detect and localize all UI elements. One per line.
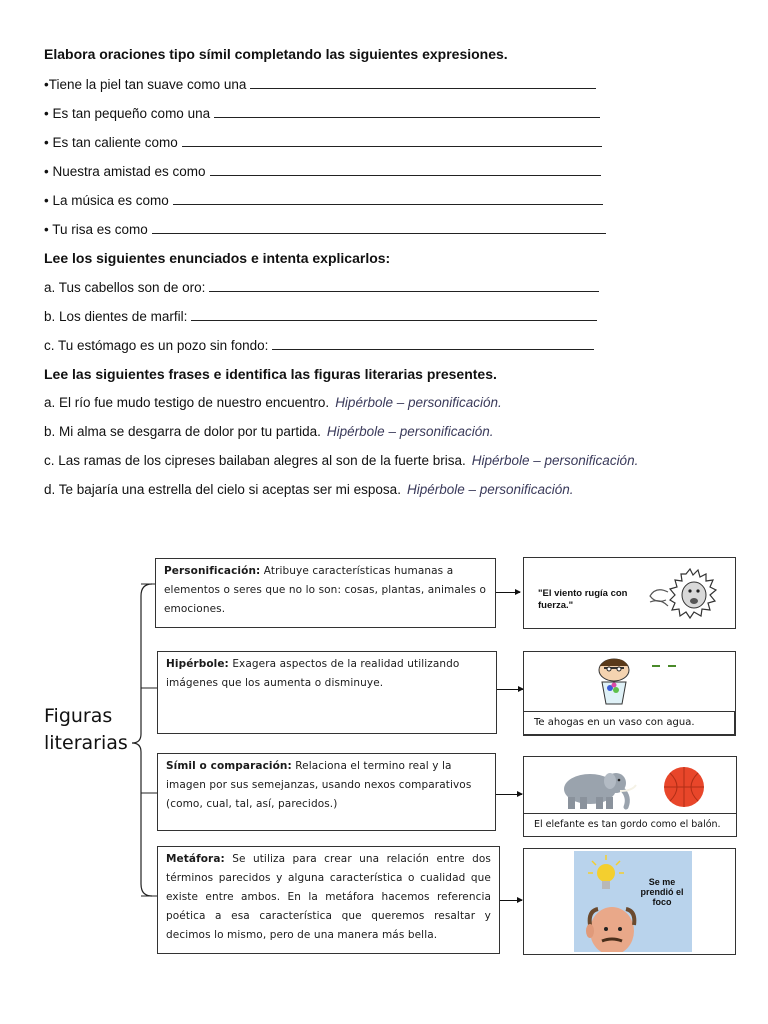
answer-text: Hipérbole – personificación. — [471, 453, 639, 468]
example-personificacion — [523, 557, 736, 629]
drowning-glass-icon — [584, 656, 684, 708]
example-caption: El elefante es tan gordo como el balón. — [534, 819, 721, 830]
lion-wind-icon — [646, 568, 726, 620]
section3-heading: Lee las siguientes frases e identifica las figuras literarias presentes. — [44, 366, 497, 382]
figure-item-3: c. Las ramas de los cipreses bailaban alegres al son de la fuerte brisa. Hipérbole – personificación. — [44, 453, 639, 468]
man-face-icon — [580, 899, 650, 952]
diagram-title: Figuras literarias — [44, 705, 128, 754]
answer-text: Hipérbole – personificación. — [326, 424, 494, 439]
definition-personificacion: Personificación: Atribuye características humanas a elementos o seres que no lo son: cosas, plantas, animales o emociones. — [155, 558, 496, 628]
definition-metafora: Metáfora: Se utiliza para crear una relación entre dos términos parecidos y alguna característica o cualidad que existe entre ambos. En la metáfora hacemos referencia poética a esa característica que queremos resaltar y decimos lo mismo, pero de una manera más bella. — [157, 846, 500, 954]
poster-text: Se me prendió el foco — [640, 877, 684, 907]
example-simil — [523, 756, 737, 837]
simile-item-3: • Es tan caliente como — [44, 134, 602, 150]
figure-item-4: d. Te bajaría una estrella del cielo si aceptas ser mi esposa. Hipérbole – personificación. — [44, 482, 574, 497]
section2-heading: Lee los siguientes enunciados e intenta explicarlos: — [44, 250, 391, 266]
definition-hiperbole: Hipérbole: Exagera aspectos de la realidad utilizando imágenes que los aumenta o disminuye. — [157, 651, 497, 734]
definition-simil: Símil o comparación: Relaciona el termino real y la imagen por sus semejanzas, usando nexos comparativos (como, cual, tal, así, parecidos.) — [157, 753, 496, 831]
section1-heading: Elabora oraciones tipo símil completando las siguientes expresiones. — [44, 46, 508, 62]
simile-item-5: • La música es como — [44, 192, 603, 208]
explain-item-2: b. Los dientes de marfil: — [44, 308, 597, 324]
example-caption: Te ahogas en un vaso con agua. — [534, 717, 695, 728]
simile-item-6: • Tu risa es como — [44, 221, 606, 237]
arrow-icon — [497, 689, 523, 690]
lightbulb-icon — [588, 855, 624, 895]
example-hiperbole — [523, 651, 736, 736]
answer-text: Hipérbole – personificación. — [335, 395, 502, 410]
example-quote: "El viento rugía con fuerza." — [538, 588, 628, 611]
explain-item-1: a. Tus cabellos son de oro: — [44, 279, 599, 295]
poster — [574, 851, 692, 952]
simile-item-1: •Tiene la piel tan suave como una — [44, 76, 596, 92]
arrow-icon — [496, 592, 520, 593]
simile-item-2: • Es tan pequeño como una — [44, 105, 600, 121]
simile-item-4: • Nuestra amistad es como — [44, 163, 601, 179]
explain-item-3: c. Tu estómago es un pozo sin fondo: — [44, 337, 594, 353]
figure-item-1: a. El río fue mudo testigo de nuestro encuentro. Hipérbole – personificación. — [44, 395, 502, 410]
example-metafora — [523, 848, 736, 955]
answer-text: Hipérbole – personificación. — [406, 482, 574, 497]
figure-item-2: b. Mi alma se desgarra de dolor por tu partida. Hipérbole – personificación. — [44, 424, 494, 439]
ball-icon — [654, 765, 714, 809]
arrow-icon — [500, 900, 522, 901]
arrow-icon — [496, 794, 522, 795]
elephant-icon — [552, 767, 638, 811]
